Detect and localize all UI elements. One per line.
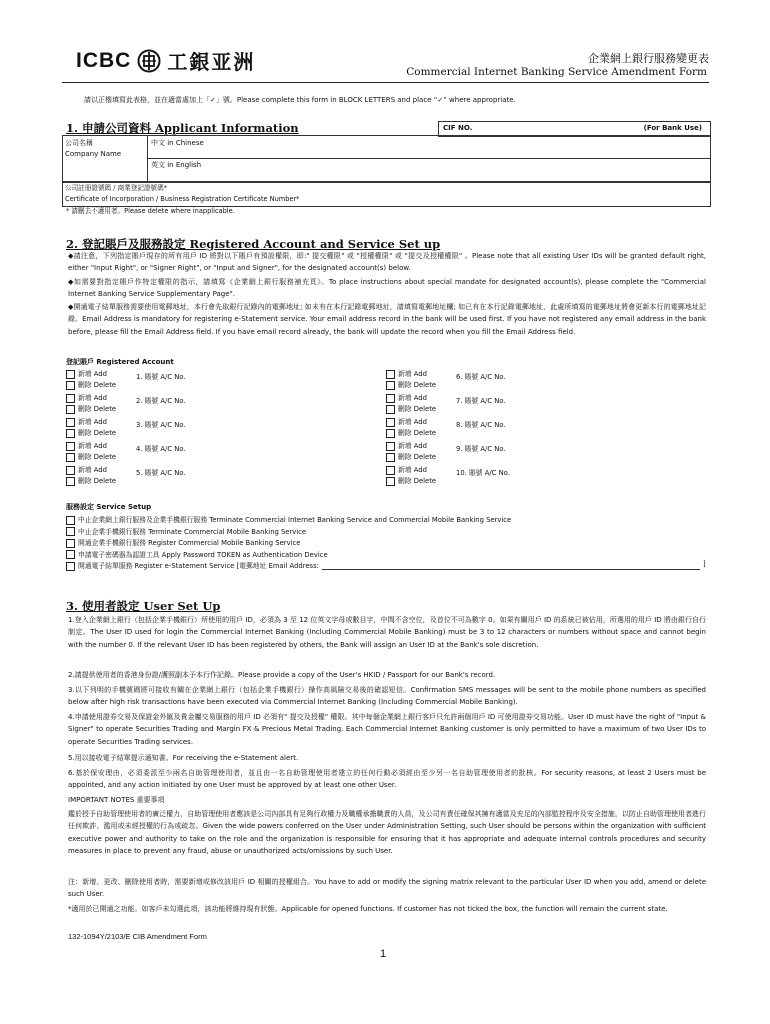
delete-label: 刪除 Delete [398, 405, 437, 413]
cif-label: CIF NO. [443, 124, 473, 132]
delete-checkbox[interactable] [66, 453, 75, 462]
service-option-label: 開通電子結單服務 Register e-Statement Service [電郵地址 Email Address: [78, 562, 319, 570]
icbc-logo [76, 46, 255, 75]
certificate-label-en: Certificate of Incorporation / Business Registration Certificate Number* [65, 195, 300, 203]
account-number-field[interactable]: 9. 賬號 A/C No. [456, 445, 506, 453]
section2-note-special-mandate: ◆如需要對指定賬戶作特定權限的指示，請填寫《企業網上銀行服務補充頁》。To place instructions about special mandate for designated account(s), please complete the "Commercial Internet Banking Service Supplementary Page". [68, 278, 706, 299]
sms-confirmation-note: 3.以下列明的手機號碼將可接收有關在企業網上銀行（包括企業手機銀行）操作高風險交易後的確認短信。Confirmation SMS messages will be sent to the mobile phone numbers as specified below after high risk transactions have been executed via Commercial Internet Banking (Including Commercial Mobile Banking). [68, 686, 706, 707]
add-checkbox[interactable] [386, 394, 395, 403]
hkid-passport-note: 2.請提供使用者的香港身份證/護照副本予本行作記錄。Please provide a copy of the User's HKID / Passport for our Bank's record. [68, 671, 496, 679]
delete-label: 刪除 Delete [398, 453, 437, 461]
service-checkbox[interactable] [66, 562, 75, 571]
security-two-users-note: 6.基於保安理由，必須委派至少兩名自助管理使用者，並且由一名自助管理使用者建立的任何行動必須經由至少另一名自助管理使用者的批核。For security reasons, at least 2 Users must be appointed, and any action initiated by one User must be approved by at least one other User. [68, 769, 706, 790]
delete-label: 刪除 Delete [78, 453, 117, 461]
add-checkbox[interactable] [386, 466, 395, 475]
company-name-english-field[interactable]: 英文 in English [151, 161, 202, 169]
account-delete-option[interactable] [386, 451, 436, 463]
add-checkbox[interactable] [66, 466, 75, 475]
account-number-field[interactable]: 8. 賬號 A/C No. [456, 421, 506, 429]
delete-label: 刪除 Delete [78, 381, 117, 389]
service-option[interactable] [66, 526, 306, 537]
securities-trading-note: 4.申請使用證券交易及保證金外匯及貴金屬交易服務的用戶 ID 必須有" 提交及授權" 權限。其中每個企業網上銀行客戶只允許兩個用戶 ID 可使用證券交易功能。User ID must have the right of "Input & Signer" to operate Securities Trading and Margin FX & Precious Metal Trading. Each Commercial Internet Banking customer is only permitted to have a maximum of two User IDs to operate Securities Trading services. [68, 713, 706, 746]
company-name-label-cn: 公司名稱 [65, 139, 93, 147]
company-name-chinese-field[interactable]: 中文 in Chinese [151, 139, 204, 147]
delete-note: * 請刪去不適用者。Please delete where inapplicable. [66, 207, 235, 215]
service-option-label: 中止企業網上銀行服務及企業手機銀行服務 Terminate Commercial Internet Banking Service and Commercial Mobile Banking Service [78, 516, 512, 524]
section2-note-default-right: ◆請注意，下列指定賬戶現存的所有用戶 ID 將對以下賬戶有預設權限，即:" 提交權限" 或 "授權權限" 或 "提交及授權權限" 。Please note that all existing User IDs will be granted default right, either "Input Right", or "Signer Right", or "Input and Signer", for the designated account(s) below. [68, 252, 706, 273]
icbc-emblem-icon [137, 49, 161, 73]
add-label: 新增 Add [78, 370, 107, 378]
add-label: 新增 Add [398, 370, 427, 378]
account-delete-option[interactable] [386, 403, 436, 415]
delete-checkbox[interactable] [66, 405, 75, 414]
delete-checkbox[interactable] [386, 453, 395, 462]
delete-checkbox[interactable] [386, 405, 395, 414]
user-id-rule: 1.登入企業網上銀行（包括企業手機銀行）所使用的用戶 ID，必須為 3 至 12 位英文字母或數目字，中間不含空位，及首位不可為數字 0。如果有關用戶 ID 的系統已被佔用，所選用的用戶 ID 將由銀行自行制定。The User ID used for login the Commercial Internet Banking (Including Commercial Mobile Banking) must be 3 to 12 characters or numbers without space and cannot begin with the number 0. If the relevant User ID has been registered by others, the Bank will assign an User ID at the Bank's sole discretion. [68, 616, 706, 649]
header-divider [62, 82, 709, 83]
service-checkbox[interactable] [66, 516, 75, 525]
account-delete-option[interactable] [386, 475, 436, 487]
account-delete-option[interactable] [66, 379, 116, 391]
add-checkbox[interactable] [386, 418, 395, 427]
cif-bank-use-note: (For Bank Use) [643, 124, 702, 132]
registered-account-label: 登記賬戶 Registered Account [66, 358, 174, 366]
delete-checkbox[interactable] [66, 477, 75, 486]
service-option[interactable] [66, 560, 319, 571]
account-number-field[interactable]: 10. 賬號 A/C No. [456, 469, 510, 477]
email-bracket-close: ] [703, 560, 706, 568]
account-number-field[interactable]: 4. 賬號 A/C No. [136, 445, 186, 453]
company-name-label-en: Company Name [65, 150, 122, 158]
form-title-english: Commercial Internet Banking Service Amendment Form [406, 66, 707, 78]
section1-heading: 1. 申請公司資料 Applicant Information [66, 121, 299, 135]
delete-label: 刪除 Delete [398, 477, 437, 485]
service-options [0, 514, 770, 576]
delete-checkbox[interactable] [386, 429, 395, 438]
account-number-field[interactable]: 1. 賬號 A/C No. [136, 373, 186, 381]
delete-checkbox[interactable] [386, 381, 395, 390]
service-checkbox[interactable] [66, 527, 75, 536]
applicable-functions-note: *適用於已開通之功能。如客戶未勾選此項，該功能將維持現有狀態。Applicable for opened functions. If customer has not ticked the box, the function will remain the current state. [68, 905, 668, 913]
delete-label: 刪除 Delete [78, 477, 117, 485]
add-label: 新增 Add [398, 442, 427, 450]
add-checkbox[interactable] [66, 442, 75, 451]
delete-checkbox[interactable] [66, 429, 75, 438]
service-option[interactable] [66, 549, 328, 560]
account-list-left [66, 368, 376, 488]
delete-checkbox[interactable] [66, 381, 75, 390]
form-title-chinese: 企業網上銀行服務變更表 [588, 52, 709, 65]
account-list-right [386, 368, 696, 488]
account-number-field[interactable]: 2. 賬號 A/C No. [136, 397, 186, 405]
service-option-label: 開通企業手機銀行服務 Register Commercial Mobile Banking Service [78, 539, 301, 547]
add-label: 新增 Add [78, 466, 107, 474]
important-notes-body: 鑑於授予自助管理使用者的廣泛權力，自助管理使用者應該是公司內部具有足夠行政權力及職權承擔職責的人員，及公司有責任確保其擁有適當及充足的內部監控程序及安全措施，以防止自助管理使用者進行任何欺詐、濫用或未經授權的行為或疏忽。Given the wide powers conferred on the User under Administration Setting, such User should be persons within the organization with sufficient executive power and authority to take on the role and the organization is responsible for ensuring that it has appropriate and adequate internal controls procedures and security measures in place to prevent any fraud, abuse or unauthorized acts/omissions by such User. [68, 810, 706, 856]
add-label: 新增 Add [78, 418, 107, 426]
add-checkbox[interactable] [386, 442, 395, 451]
section2-heading: 2. 登記賬戶及服務設定 Registered Account and Service Set up [66, 237, 441, 251]
add-label: 新增 Add [78, 442, 107, 450]
add-checkbox[interactable] [66, 370, 75, 379]
email-address-field[interactable] [322, 569, 700, 570]
add-checkbox[interactable] [386, 370, 395, 379]
service-checkbox[interactable] [66, 539, 75, 548]
service-option-label: 申請電子密碼器為認證工具 Apply Password TOKEN as Authentication Device [78, 550, 328, 559]
signing-matrix-note: 注：新增、更改、刪除使用者時，需要新增或修改該用戶 ID 相關的授權組合。You have to add or modify the signing matrix relevant to the particular User ID when you add, amend or delete such User. [68, 878, 706, 899]
service-option[interactable] [66, 514, 511, 525]
delete-label: 刪除 Delete [78, 429, 117, 437]
form-code: 132-1094Y/2103/E CIB Amendment Form [68, 932, 207, 941]
delete-label: 刪除 Delete [78, 405, 117, 413]
add-checkbox[interactable] [66, 394, 75, 403]
important-notes-title: IMPORTANT NOTES 重要事項 [68, 796, 165, 804]
logo-chinese-name: 工銀亚洲 [167, 50, 256, 74]
delete-checkbox[interactable] [386, 477, 395, 486]
account-delete-option[interactable] [386, 427, 436, 439]
estatement-alert-note: 5.用以接收電子結單提示通知書。For receiving the e-Statement alert. [68, 754, 299, 762]
certificate-label-cn: 公司註冊證號碼 / 商業登記證號碼* [65, 184, 168, 192]
delete-label: 刪除 Delete [398, 429, 437, 437]
service-setup-label: 服務設定 Service Setup [66, 503, 152, 511]
add-label: 新增 Add [398, 394, 427, 402]
add-label: 新增 Add [398, 466, 427, 474]
company-name-box [62, 135, 711, 183]
section2-note-email: ◆開通電子結單服務需要使用電郵地址，本行會先取銀行記錄內的電郵地址; 如未有在本行記錄電郵地址，請填寫電郵地址欄; 如已有在本行記錄電郵地址，此處所填寫的電郵地址將會更新本行的電郵地址記錄。Email Address is mandatory for registering e-Statement service. Your email address record in the bank will be used first. If you have not registered any email address in the bank before, please fill the Email Address field. If you have email record already, the bank will update the record when you fill the Email Address field. [68, 303, 706, 336]
service-checkbox[interactable] [66, 550, 75, 559]
account-delete-option[interactable] [386, 379, 436, 391]
form-instruction: 請以正楷填寫此表格，並在適當處加上「✓」號。Please complete this form in BLOCK LETTERS and place “✓” where appropriate. [84, 96, 516, 104]
account-delete-option[interactable] [66, 475, 116, 487]
account-number-field[interactable]: 3. 賬號 A/C No. [136, 421, 186, 429]
account-number-field[interactable]: 5. 賬號 A/C No. [136, 469, 186, 477]
account-number-field[interactable]: 6. 賬號 A/C No. [456, 373, 506, 381]
delete-label: 刪除 Delete [398, 381, 437, 389]
add-label: 新增 Add [78, 394, 107, 402]
add-label: 新增 Add [398, 418, 427, 426]
page-number: 1 [380, 948, 387, 960]
section3-heading: 3. 使用者設定 User Set Up [66, 599, 221, 613]
add-checkbox[interactable] [66, 418, 75, 427]
certificate-number-box[interactable] [62, 181, 711, 207]
account-delete-option[interactable] [66, 403, 116, 415]
account-number-field[interactable]: 7. 賬號 A/C No. [456, 397, 506, 405]
account-delete-option[interactable] [66, 451, 116, 463]
service-option-label: 中止企業手機銀行服務 Terminate Commercial Mobile Banking Service [78, 527, 307, 536]
logo-text: ICBC [76, 48, 132, 72]
service-option[interactable] [66, 537, 300, 548]
account-delete-option[interactable] [66, 427, 116, 439]
